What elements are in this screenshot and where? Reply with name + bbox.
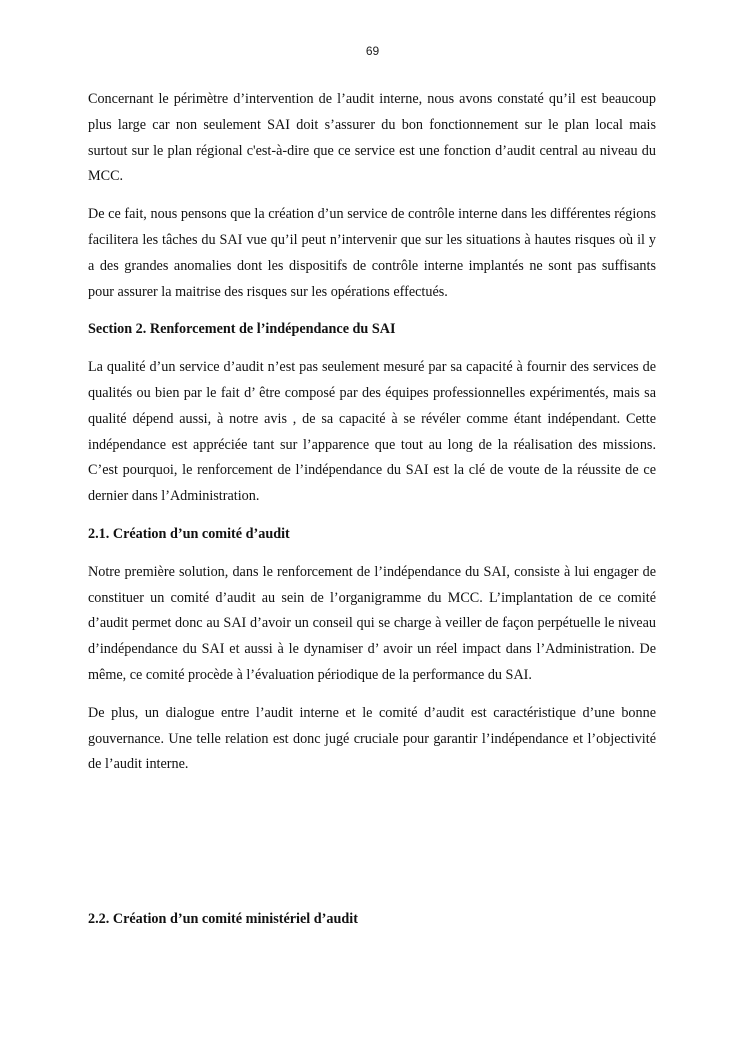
section-2-heading: Section 2. Renforcement de l’indépendance du SAI (88, 321, 396, 338)
paragraph-scope-of-audit: Concernant le périmètre d’intervention de l’audit interne, nous avons constaté qu’il est beaucoup plus large car non seulement SAI doit s’assurer du bon fonctionnement sur le plan local mais surtout sur le plan régional c'est-à-dire que ce service est une fonction d’audit central au niveau du MCC. (88, 91, 656, 185)
page-number: 69 (365, 44, 380, 58)
paragraph-internal-control-service: De ce fait, nous pensons que la création d’un service de contrôle interne dans les différentes régions facilitera les tâches du SAI vue qu’il peut n’intervenir que sur les situations à hautes risques où il y a des grandes anomalies dont les dispositifs de contrôle interne implantés ne sont pas suffisants pour assurer la maitrise des risques sur les opérations effectués. (88, 206, 656, 300)
paragraph-governance-dialogue: De plus, un dialogue entre l’audit interne et le comité d’audit est caractéristique d’une bonne gouvernance. Une telle relation est donc jugé cruciale pour garantir l’indépendance et l’objectivité de l’audit interne. (88, 704, 656, 773)
subsection-2-2-heading: 2.2. Création d’un comité ministériel d’audit (88, 911, 358, 928)
document-body (88, 87, 656, 945)
subsection-2-1-heading: 2.1. Création d’un comité d’audit (88, 525, 290, 542)
paragraph-audit-quality: La qualité d’un service d’audit n’est pas seulement mesuré par sa capacité à fournir des services de qualités ou bien par le fait d’ être composé par des équipes professionnelles expérimentés, mais sa qualité dépend aussi, à notre avis , de sa capacité à se révéler comme étant indépendant. Cette indépendance est appréciée tant sur l’apparence que tout au long de la réalisation des missions. C’est pourquoi, le renforcement de l’indépendance du SAI est la clé de voute de la réussite de ce dernier dans l’Administration. (88, 359, 656, 505)
page-blank-space (88, 790, 656, 907)
paragraph-audit-committee: Notre première solution, dans le renforcement de l’indépendance du SAI, consiste à lui engager de constituer un comité d’audit au sein de l’organigramme du MCC. L’implantation de ce comité d’audit permet donc au SAI d’avoir un conseil qui se charge à veiller de façon perpétuelle le niveau d’indépendance du SAI et aussi à le dynamiser d’ avoir un réel impact dans l’Administration. De même, ce comité procède à l’évaluation périodique de la performance du SAI. (88, 563, 656, 683)
